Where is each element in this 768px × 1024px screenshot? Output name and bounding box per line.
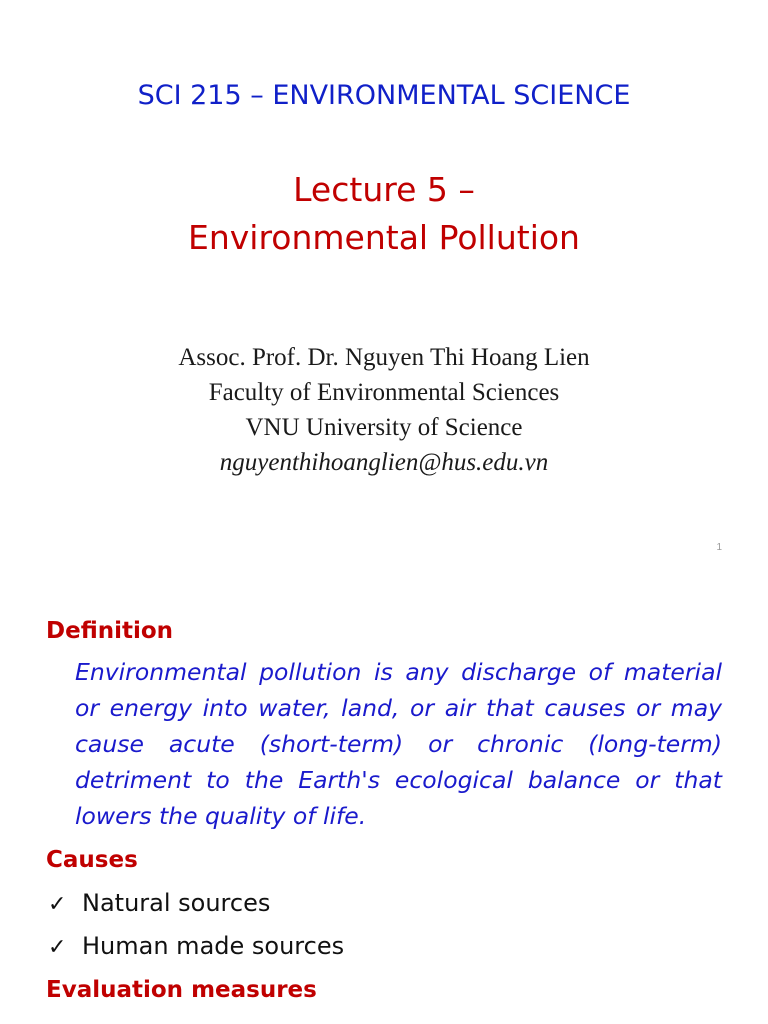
definition-heading: Definition <box>46 618 174 644</box>
faculty-name: Faculty of Environmental Sciences <box>208 379 560 406</box>
author-email: nguyenthihoanglien@hus.edu.vn <box>219 449 549 476</box>
lecture-title-line-1: Lecture 5 – <box>293 170 475 209</box>
definition-text: Environmental pollution is any discharge of material or energy into water, land, or air that causes or may cause acute (short-term) or chronic (long-term) detriment to the Earth's ecological balance or that lowers the quality of life. <box>75 658 722 830</box>
cause-item <box>48 885 270 923</box>
lecture-title <box>0 166 768 262</box>
slide-number: 1 <box>716 542 722 553</box>
university-name: VNU University of Science <box>245 414 523 441</box>
lecture-title-line-2: Environmental Pollution <box>188 218 580 257</box>
author-name: Assoc. Prof. Dr. Nguyen Thi Hoang Lien <box>178 344 590 371</box>
cause-label: Human made sources <box>82 932 345 960</box>
cause-item <box>48 928 344 966</box>
cause-label: Natural sources <box>82 889 271 917</box>
checkmark-icon: ✓ <box>48 935 67 960</box>
evaluation-heading: Evaluation measures <box>46 977 317 1003</box>
causes-heading: Causes <box>46 847 138 873</box>
checkmark-icon: ✓ <box>48 892 67 917</box>
definition-slide <box>0 576 768 1024</box>
author-block <box>0 340 768 480</box>
course-title: SCI 215 – ENVIRONMENTAL SCIENCE <box>137 80 631 111</box>
